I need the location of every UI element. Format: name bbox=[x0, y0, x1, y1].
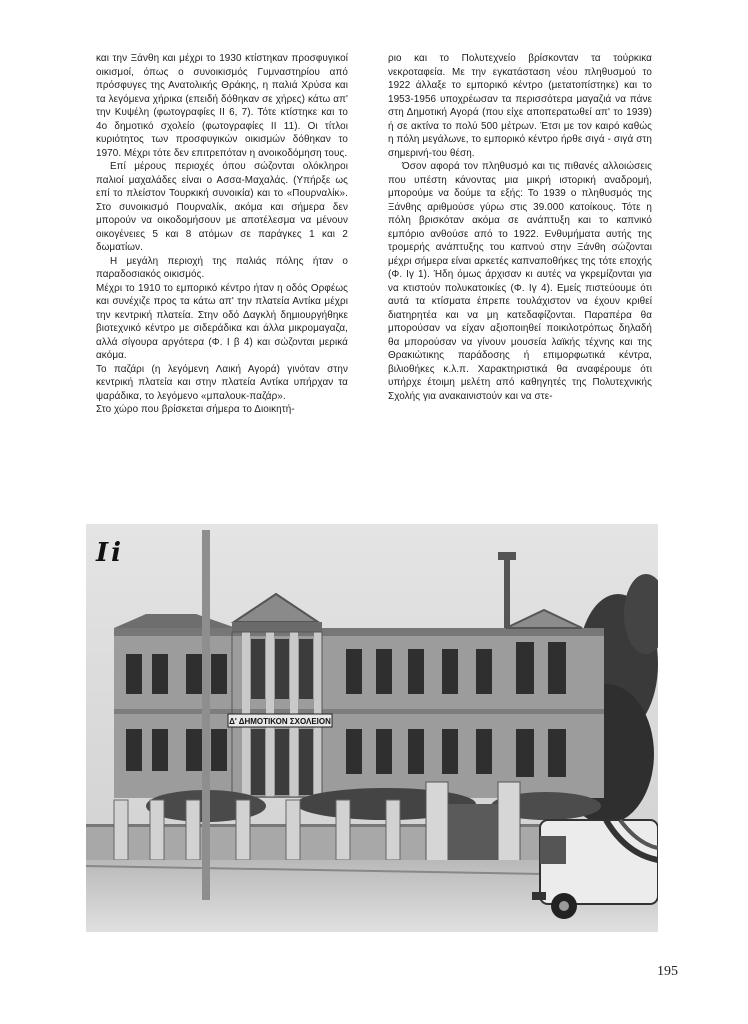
paragraph: Στο χώρο που βρίσκεται σήμερα το Διοικητή- bbox=[96, 404, 295, 415]
paragraph: Η μεγάλη περιοχή της παλιάς πόλης ήταν ο παραδοσιακός οικισμός. bbox=[96, 255, 348, 280]
van bbox=[532, 820, 658, 919]
paragraph: Μέχρι το 1910 το εμπορικό κέντρο ήταν η οδός Ορφέως και συνέχιζε προς τα κάτω απ' την πλατεία Αντίκα μέχρι την κεντρική πλατεία. Στην οδό Δαγκλή δημιουργήθηκε βιοτεχνικό κέντρο με σιδεράδικα και άλλα μικρομαγαζα, αλλά σίγουρα αργότερα (Φ. Ι β 4) και σώζονται μερικά ακόμα. bbox=[96, 282, 348, 361]
right-text-column bbox=[388, 52, 652, 403]
paragraph: ριο και το Πολυτεχνείο βρίσκονταν τα τούρκικα νεκροταφεία. Με την εγκατάσταση νέου πληθυσμού το 1922 άλλαξε το εμπορικό κέντρο (μετατοπίστηκε) και το 1953-1956 υποχρέωσαν τα περισσότερα μαγαζιά να πάνε στη Δημοτική Αγορά (που είχε αποπερατωθεί απ' το 1939) ή σε ακτίνα το πολύ 500 μέτρων. Έτσι με τον καιρό καθώς η πόλη μεγάλωνε, το εμπορικό κέντρο ήρθε σιγά - σιγά στη σημερινή-του θέση. bbox=[388, 53, 652, 159]
shrubs bbox=[146, 788, 601, 822]
photo-caption-mark: Ii bbox=[96, 538, 125, 568]
left-text-column bbox=[96, 52, 348, 417]
page-number: 195 bbox=[657, 964, 678, 979]
paragraph: Το παζάρι (η λεγόμενη Λαική Αγορά) γινόταν στην κεντρική πλατεία και στην πλατεία Αντίκα υπήρχαν τα ψαράδικα, το λεγόμενο «μπαλουκ-παζάρ». bbox=[96, 363, 348, 402]
school-building-photo bbox=[86, 524, 658, 932]
paragraph: Επί μέρους περιοχές όπου σώζονται ολόκληροι παλιοί μαχαλάδες είναι ο Ασσα-Μαχαλάς. (Υπήρξε ως επί το πλείστον Τουρκική συνοικία) και το «Πουρναλίκ». Στο συνοικισμό Πουρναλίκ, ακόμα και σήμερα δεν μπορούν να οικοδομήσουν με αποτέλεσμα να μένουν οικογένειες 5 και 8 ατόμων σε παράγκες 1 και 2 δωματίων. bbox=[96, 161, 348, 253]
paragraph: Όσον αφορά τον πληθυσμό και τις πιθανές αλλοιώσεις που υπέστη κάνοντας μια μικρή ιστορική αναδρομή, μπορούμε να δούμε τα εξής: Το 1939 ο πληθυσμός της Ξάνθης αριθμούσε γύρω στις 39.000 κατοίκους. Τότε η πόλη βρισκόταν ακόμα σε ανάπτυξη και το καπνικό εμπόριο ανθούσε από το 1922. Ενθυμήματα αυτής της τρομερής ανάπτυξης του καπνού στην Ξάνθη σώζονται μέχρι σήμερα είναι αρκετές καπναποθήκες της τότε εποχής (Φ. Ιγ 1). Ήδη όμως άρχισαν κι αυτές να γκρεμίζονται για να κτιστούν πολυκατοικίες (Φ. Ιγ 4). Εμείς πιστεύουμε ότι αυτά τα κτίσματα έπρεπε τουλάχιστον να έχουν κριθεί διατηρητέα και να μη κατεδαφίζονται. Παραπέρα θα μπορούσαν να είχαν αξιοποιηθεί ποικιλοτρόπως δηλαδή θα μπορούσαν να γίνουν μουσεία λαϊκής τέχνης και της Θρακιώτικης παράδοσης ή επιμορφωτικά κέντρα, βιλιοθήκες κ.λ.π. Χαρακτηριστικά θα αναφέρουμε ότι υπήρχε έτοιμη μελέτη από καθηγητές της Πολυτεχνικής Σχολής για ανακαινιστούν και να στε- bbox=[388, 161, 652, 402]
school-sign: Δ' ΔΗΜΟΤΙΚΟΝ ΣΧΟΛΕΙΟΝ bbox=[229, 717, 331, 726]
utility-pole bbox=[202, 530, 210, 900]
paragraph: και την Ξάνθη και μέχρι το 1930 κτίστηκαν προσφυγικοί οικισμοί, όπως ο συνοικισμός Γυμναστηρίου από πρόσφυγες της Ανατολικής Θράκης, η παλιά Χρύσα και τα λεγόμενα χήρικα (επειδή δόθηκαν σε χήρες) κάτω απ' την Κυψέλη (φωτογραφίες ΙΙ 6, 7). Τότε κτίστηκε και το 4ο δημοτικό σχολείο (φωτογραφίες ΙΙ 11). Οι τίτλοι κυριότητος των προσφυγικών οικισμών δόθηκαν το 1970. Μέχρι τότε δεν επιτρεπόταν η ανοικοδόμηση τους. bbox=[96, 53, 348, 159]
